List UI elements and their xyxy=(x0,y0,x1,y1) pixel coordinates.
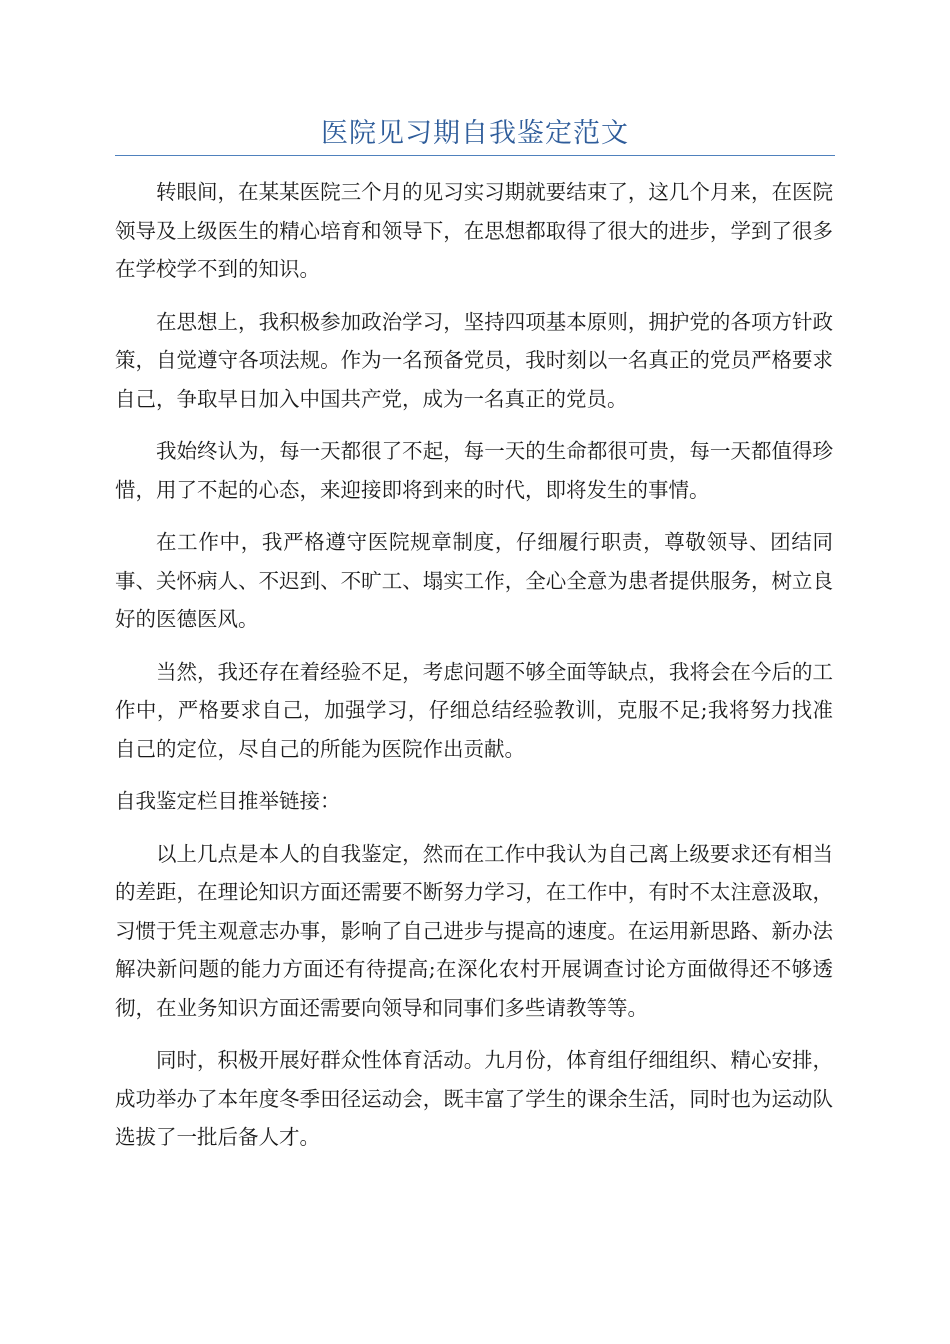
paragraph-work: 在工作中，我严格遵守医院规章制度，仔细履行职责，尊敬领导、团结同事、关怀病人、不迟到、不旷工、塌实工作，全心全意为患者提供服务，树立良好的医德医风。 xyxy=(115,530,833,631)
paragraph-attitude: 我始终认为，每一天都很了不起，每一天的生命都很可贵，每一天都值得珍惜，用了不起的心态，来迎接即将到来的时代，即将发生的事情。 xyxy=(115,439,833,502)
paragraph-shortcomings: 当然，我还存在着经验不足，考虑问题不够全面等缺点，我将会在今后的工作中，严格要求自己，加强学习，仔细总结经验教训，克服不足;我将努力找准自己的定位，尽自己的所能为医院作出贡献。 xyxy=(115,659,833,761)
document-title: 医院见习期自我鉴定范文 xyxy=(321,118,629,149)
title-underline xyxy=(115,155,835,156)
paragraph-intro: 转眼间，在某某医院三个月的见习实习期就要结束了，这几个月来，在医院领导及上级医生的精心培育和领导下，在思想都取得了很大的进步，学到了很多在学校学不到的知识。 xyxy=(115,180,833,281)
paragraph-self-assessment: 以上几点是本人的自我鉴定，然而在工作中我认为自己离上级要求还有相当的差距，在理论知识方面还需要不断努力学习，在工作中，有时不太注意汲取，习惯于凭主观意志办事，影响了自己进步与提高的速度。在运用新思路、新办法解决新问题的能力方面还有待提高;在深化农村开展调查讨论方面做得还不够透彻，在业务知识方面还需要向领导和同事们多些请教等等。 xyxy=(115,841,833,1020)
document-body xyxy=(115,173,833,1171)
paragraph-ideology: 在思想上，我积极参加政治学习，坚持四项基本原则，拥护党的各项方针政策，自觉遵守各项法规。作为一名预备党员，我时刻以一名真正的党员严格要求自己，争取早日加入中国共产党，成为一名真正的党员。 xyxy=(115,309,833,411)
paragraph-sports-activities: 同时，积极开展好群众性体育活动。九月份，体育组仔细组织、精心安排，成功举办了本年度冬季田径运动会，既丰富了学生的课余生活，同时也为运动队选拔了一批后备人才。 xyxy=(115,1048,833,1149)
recommended-links-label: 自我鉴定栏目推举链接： xyxy=(115,789,341,813)
